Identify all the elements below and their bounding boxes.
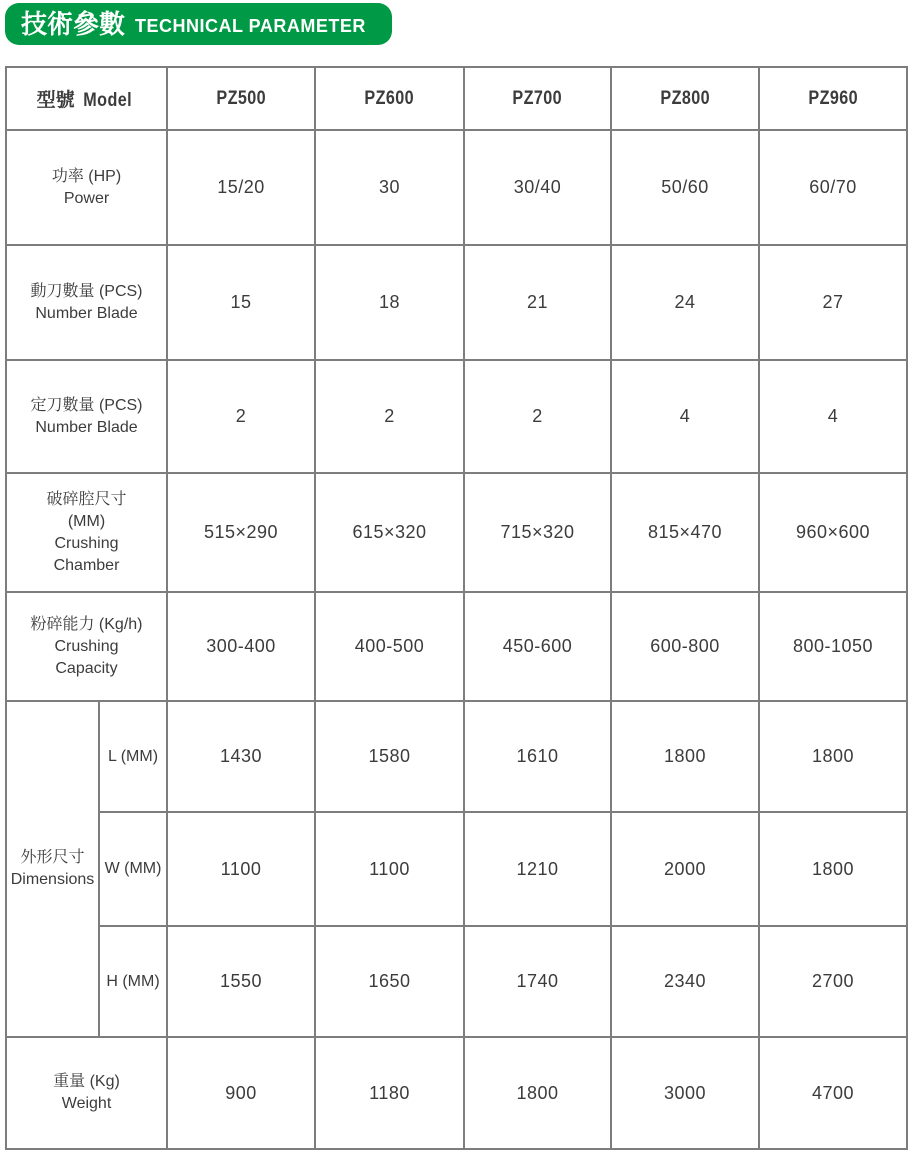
- model-col-pz800: [611, 67, 759, 130]
- value-cell: 2340: [611, 926, 759, 1037]
- dimensions-l-row: [6, 701, 907, 812]
- power-row: [6, 130, 907, 245]
- value-cell: 2: [464, 360, 611, 473]
- dimension-l-label: L (MM): [99, 701, 167, 812]
- model-col-pz600: [315, 67, 464, 130]
- title-badge-cn: 技術參數: [21, 9, 126, 39]
- weight-label-en: Weight: [61, 1095, 112, 1112]
- value-cell: 2700: [759, 926, 907, 1037]
- value-cell: 4700: [759, 1037, 907, 1149]
- power-label-en: Power: [63, 189, 110, 207]
- fixed-blades-row-label: [6, 360, 167, 473]
- value-cell: 60/70: [759, 130, 907, 245]
- fixed-blades-label-cn: 定刀數量 (PCS): [30, 396, 143, 414]
- model-col-pz700: [464, 67, 611, 130]
- fixed-blades-row: [6, 360, 907, 473]
- value-cell: 615×320: [315, 473, 464, 592]
- value-cell: 600-800: [611, 592, 759, 701]
- dimensions-label: [6, 701, 99, 1037]
- crushing-capacity-row-label: [6, 592, 167, 701]
- model-header-cn: 型號: [36, 90, 75, 111]
- value-cell: 1210: [464, 812, 611, 926]
- value-cell: 1740: [464, 926, 611, 1037]
- dimension-h-label: H (MM): [99, 926, 167, 1037]
- value-cell: 1800: [611, 701, 759, 812]
- crushing-chamber-label-en1: Crushing: [54, 534, 119, 552]
- value-cell: 4: [611, 360, 759, 473]
- weight-row-label: [6, 1037, 167, 1149]
- model-pz960-label: PZ960: [808, 87, 858, 109]
- value-cell: 1180: [315, 1037, 464, 1149]
- crushing-chamber-row-label: [6, 473, 167, 592]
- value-cell: 1800: [759, 812, 907, 926]
- model-pz700-label: PZ700: [512, 87, 563, 109]
- value-cell: 1430: [167, 701, 315, 812]
- value-cell: 3000: [611, 1037, 759, 1149]
- fixed-blades-label-en: Number Blade: [35, 418, 138, 436]
- value-cell: 27: [759, 245, 907, 360]
- value-cell: 1100: [315, 812, 464, 926]
- value-cell: 515×290: [167, 473, 315, 592]
- moving-blades-label-cn: 動刀數量 (PCS): [30, 282, 143, 300]
- value-cell: 15: [167, 245, 315, 360]
- value-cell: 30/40: [464, 130, 611, 245]
- model-col-pz960: [759, 67, 907, 130]
- value-cell: 4: [759, 360, 907, 473]
- value-cell: 24: [611, 245, 759, 360]
- crushing-capacity-label-cn: 粉碎能力 (Kg/h): [30, 615, 143, 633]
- value-cell: 1650: [315, 926, 464, 1037]
- moving-blades-row-label: [6, 245, 167, 360]
- model-header-cell: [6, 67, 167, 130]
- value-cell: 2: [167, 360, 315, 473]
- title-badge-en: TECHNICAL PARAMETER: [135, 15, 366, 36]
- value-cell: 800-1050: [759, 592, 907, 701]
- model-header-en: Model: [83, 90, 133, 111]
- value-cell: 1610: [464, 701, 611, 812]
- dimensions-h-row: [6, 926, 907, 1037]
- crushing-chamber-label-unit: (MM): [67, 512, 106, 530]
- value-cell: 400-500: [315, 592, 464, 701]
- crushing-capacity-label-en1: Crushing: [54, 637, 119, 655]
- value-cell: 900: [167, 1037, 315, 1149]
- value-cell: 21: [464, 245, 611, 360]
- value-cell: 715×320: [464, 473, 611, 592]
- moving-blades-row: [6, 245, 907, 360]
- value-cell: 960×600: [759, 473, 907, 592]
- value-cell: 15/20: [167, 130, 315, 245]
- crushing-capacity-row: [6, 592, 907, 701]
- title-badge: [5, 3, 392, 45]
- value-cell: 1800: [759, 701, 907, 812]
- header-row: [6, 67, 907, 130]
- dimensions-label-en: Dimensions: [10, 871, 95, 888]
- model-pz600-label: PZ600: [364, 87, 415, 109]
- value-cell: 815×470: [611, 473, 759, 592]
- value-cell: 2: [315, 360, 464, 473]
- value-cell: 1580: [315, 701, 464, 812]
- model-pz500-label: PZ500: [216, 87, 266, 109]
- crushing-chamber-label-en2: Chamber: [53, 556, 120, 574]
- value-cell: 450-600: [464, 592, 611, 701]
- model-col-pz500: [167, 67, 315, 130]
- value-cell: 50/60: [611, 130, 759, 245]
- dimensions-label-cn: 外形尺寸: [20, 849, 85, 866]
- value-cell: 1100: [167, 812, 315, 926]
- value-cell: 1800: [464, 1037, 611, 1149]
- moving-blades-label-en: Number Blade: [35, 304, 138, 322]
- weight-label-cn: 重量 (Kg): [53, 1073, 120, 1090]
- value-cell: 30: [315, 130, 464, 245]
- dimension-w-label: W (MM): [99, 812, 167, 926]
- technical-parameter-table: [5, 66, 908, 1150]
- crushing-chamber-label-cn: 破碎腔尺寸: [46, 490, 127, 508]
- crushing-capacity-label-en2: Capacity: [55, 659, 118, 677]
- weight-row: [6, 1037, 907, 1149]
- dimensions-w-row: [6, 812, 907, 926]
- value-cell: 300-400: [167, 592, 315, 701]
- power-label-cn: 功率 (HP): [51, 167, 122, 185]
- value-cell: 1550: [167, 926, 315, 1037]
- power-row-label: [6, 130, 167, 245]
- value-cell: 18: [315, 245, 464, 360]
- model-pz800-label: PZ800: [660, 87, 710, 109]
- crushing-chamber-row: [6, 473, 907, 592]
- value-cell: 2000: [611, 812, 759, 926]
